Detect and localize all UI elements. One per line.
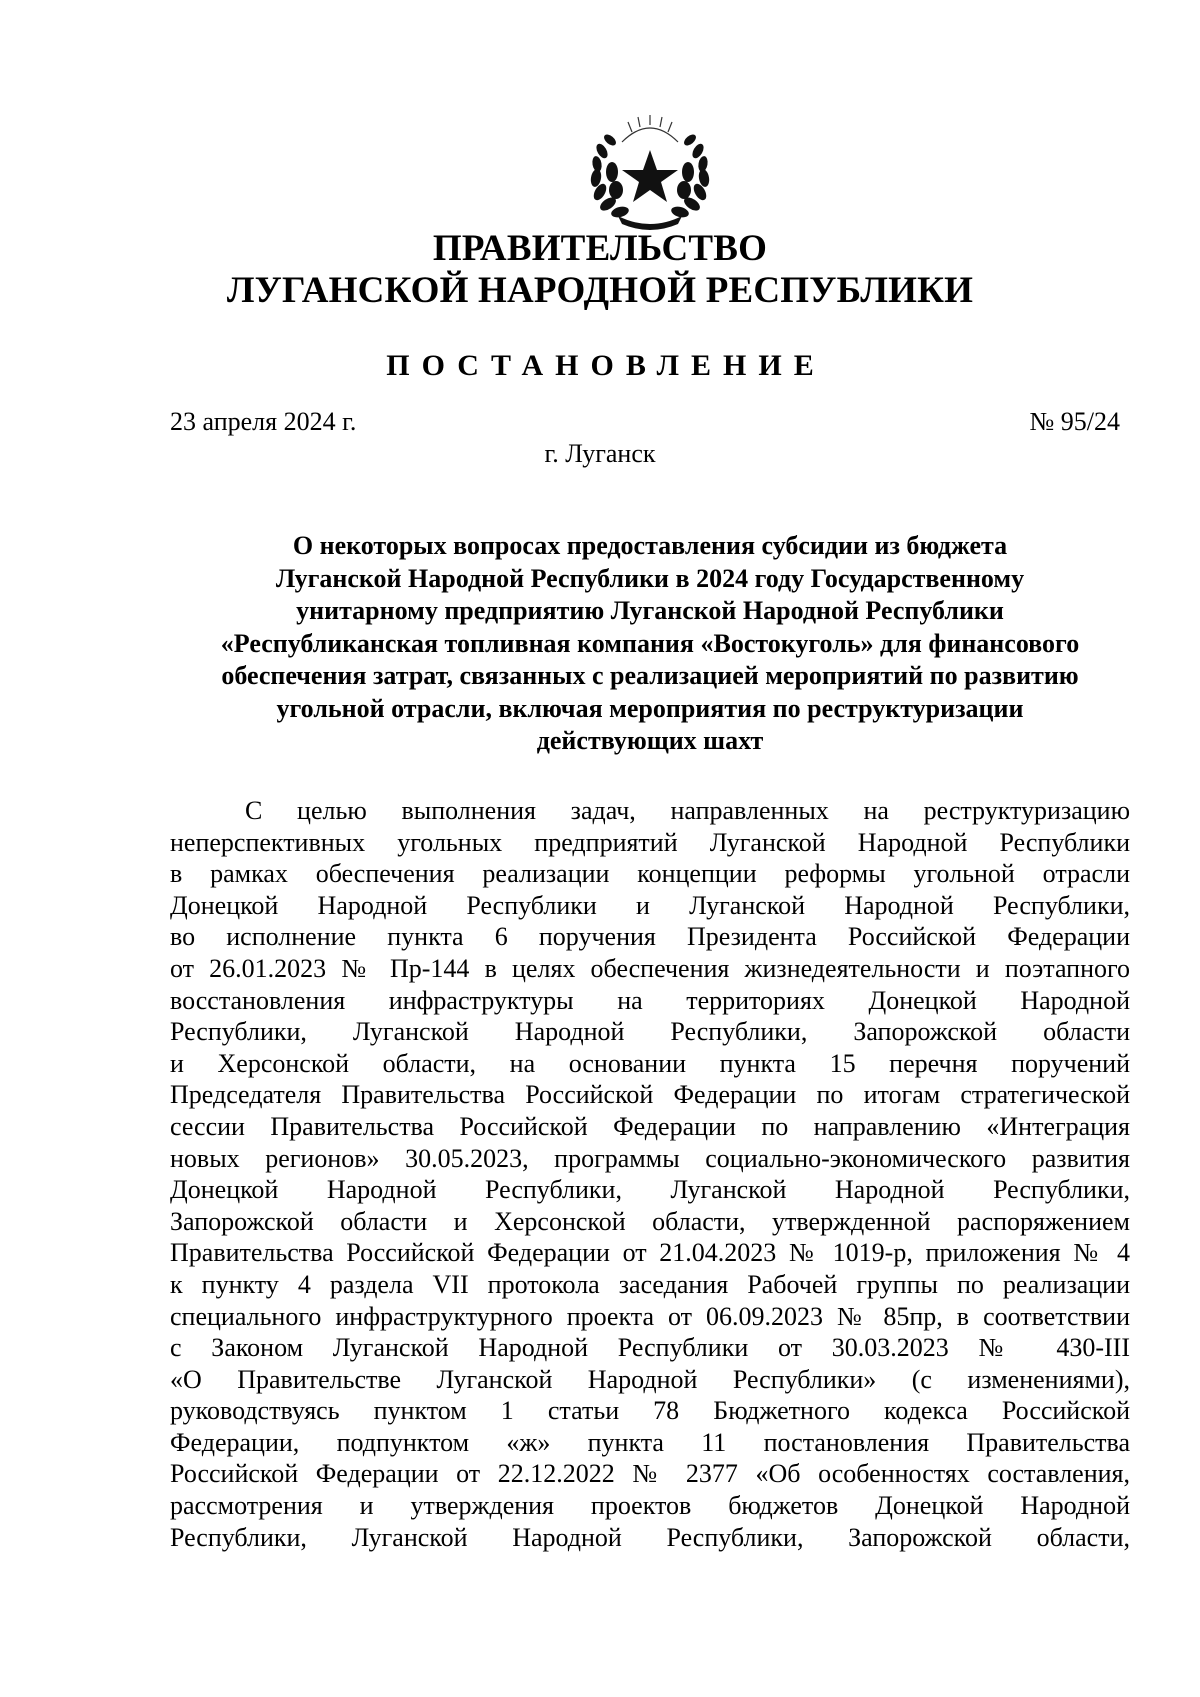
title-line: О некоторых вопросах предоставления субсидии из бюджета (292, 531, 1008, 560)
body-line: восстановления инфраструктуры на территориях Донецкой Народной (170, 985, 1130, 1015)
body-line: от 26.01.2023 № Пр-144 в целях обеспечения жизнедеятельности и поэтапного (170, 953, 1130, 983)
body-line: Донецкой Народной Республики и Луганской Народной Республики, (170, 890, 1130, 920)
body-line: Председателя Правительства Российской Федерации по итогам стратегической (170, 1080, 1130, 1110)
body-line: с Законом Луганской Народной Республики от 30.03.2023 № 430-III (170, 1333, 1130, 1363)
body-line: в рамках обеспечения реализации концепции реформы угольной отрасли (170, 859, 1130, 889)
body-line: Республики, Луганской Народной Республики, Запорожской области, (170, 1522, 1130, 1552)
body-line: рассмотрения и утверждения проектов бюджетов Донецкой Народной (170, 1491, 1130, 1521)
body-line: Республики, Луганской Народной Республики, Запорожской области (170, 1017, 1130, 1047)
coat-of-arms-emblem-icon (582, 112, 718, 232)
body-line: «О Правительстве Луганской Народной Республики» (с изменениями), (170, 1364, 1130, 1394)
organization-name-line-1: ПРАВИТЕЛЬСТВО (432, 228, 768, 269)
document-title (160, 530, 1140, 758)
title-line: Луганской Народной Республики в 2024 году Государственному (275, 563, 1025, 593)
document-city: г. Луганск (544, 439, 656, 468)
body-line: к пункту 4 раздела VII протокола заседания Рабочей группы по реализации (170, 1269, 1130, 1299)
document-type-heading: ПОСТАНОВЛЕНИЕ (386, 349, 826, 382)
title-line: обеспечения затрат, связанных с реализацией мероприятий по развитию (221, 661, 1079, 690)
document-number: № 95/24 (1029, 407, 1120, 436)
title-line: действующих шахт (536, 726, 764, 755)
body-line: во исполнение пункта 6 поручения Президента Российской Федерации (170, 922, 1130, 952)
document-body-paragraph (170, 795, 1130, 1553)
title-line: «Республиканская топливная компания «Востокуголь» для финансового (220, 628, 1080, 658)
body-line: Запорожской области и Херсонской области, утвержденной распоряжением (170, 1206, 1130, 1236)
organization-name-line-2: ЛУГАНСКОЙ НАРОДНОЙ РЕСПУБЛИКИ (226, 270, 974, 311)
document-date: 23 апреля 2024 г. (170, 407, 357, 436)
body-line: Правительства Российской Федерации от 21.04.2023 № 1019-р, приложения № 4 (170, 1238, 1130, 1268)
body-line: Российской Федерации от 22.12.2022 № 2377 «Об особенностях составления, (170, 1459, 1130, 1489)
body-line: сессии Правительства Российской Федерации по направлению «Интеграция (170, 1111, 1130, 1141)
title-line: унитарному предприятию Луганской Народной Республики (296, 596, 1004, 625)
body-line: Донецкой Народной Республики, Луганской Народной Республики, (170, 1175, 1130, 1205)
body-line: Федерации, подпунктом «ж» пункта 11 постановления Правительства (170, 1427, 1130, 1457)
body-line: специального инфраструктурного проекта от 06.09.2023 № 85пр, в соответствии (170, 1301, 1130, 1331)
body-line: неперспективных угольных предприятий Луганской Народной Республики (170, 827, 1130, 857)
title-line: угольной отрасли, включая мероприятия по реструктуризации (276, 693, 1024, 723)
body-line: С целью выполнения задач, направленных на реструктуризацию (245, 796, 1130, 825)
body-line: руководствуясь пунктом 1 статьи 78 Бюджетного кодекса Российской (170, 1396, 1130, 1426)
body-line: и Херсонской области, на основании пункта 15 перечня поручений (170, 1048, 1130, 1078)
body-line: новых регионов» 30.05.2023, программы социально-экономического развития (170, 1143, 1130, 1173)
